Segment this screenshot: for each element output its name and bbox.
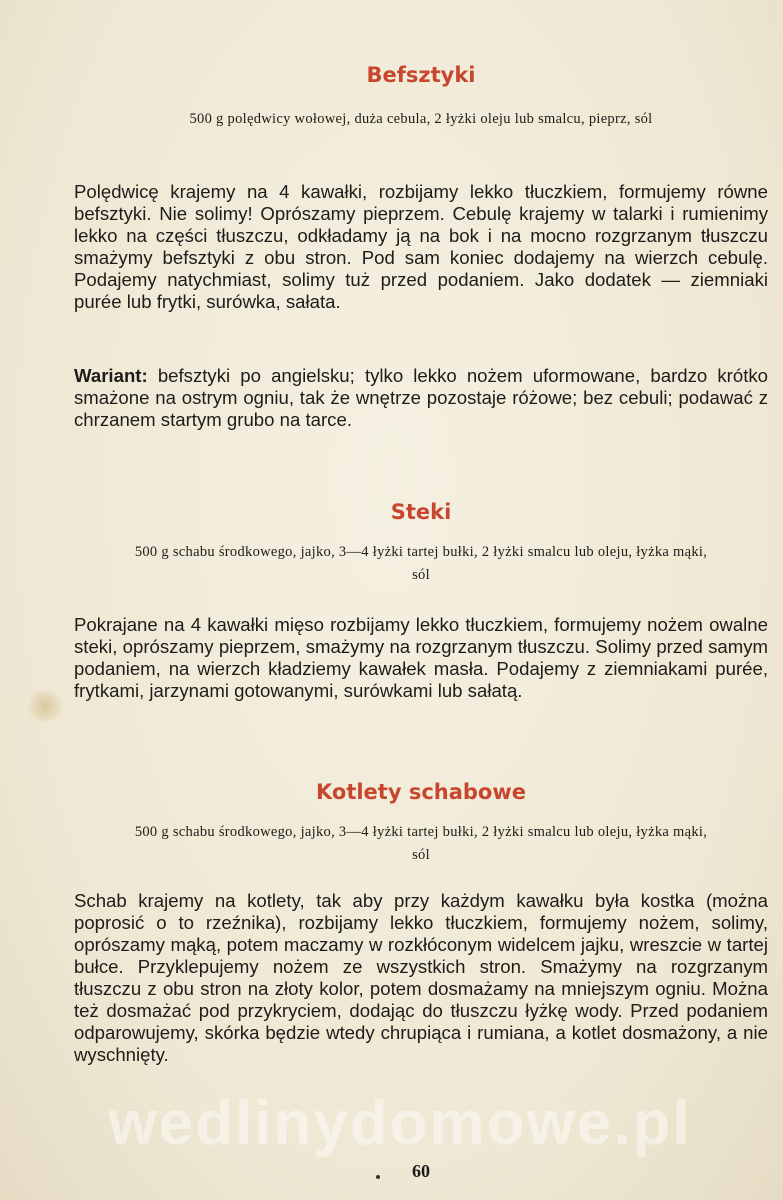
recipe-instructions-befsztyki: Polędwicę krajemy na 4 kawałki, rozbijamy lekko tłuczkiem, formujemy równe befsztyki. Nie solimy! Oprószamy pieprzem. Cebulę krajemy w talarki i rumienimy lekko na części tłuszczu, odkładamy ją na bok i na mocno rozgrzanym tłuszczu smażymy befsztyki z obu stron. Pod sam koniec dodajemy na wierzch cebulę. Podajemy natychmiast, solimy tuż przed podaniem. Jako dodatek — ziemniaki purée lub frytki, surówka, sałata. xyxy=(74,181,768,312)
variant-label: Wariant: xyxy=(74,365,148,386)
page-number: 60 xyxy=(412,1161,430,1181)
book-page xyxy=(74,0,768,1200)
recipe-instructions-kotlety-schabowe: Schab krajemy na kotlety, tak aby przy każdym kawałku była kostka (można poprosić o to rzeźnika), rozbijamy lekko tłuczkiem, formujemy nożem, solimy, oprószamy mąką, potem maczamy w rozkłóconym widelcem jajku, wreszcie w tartej bułce. Przyklepujemy nożem ze wszystkich stron. Smażymy na rozgrzanym tłuszczu z obu stron na złoty kolor, potem dosmażamy na mniejszym ogniu. Można też dosmażać pod przykryciem, dodając do tłuszczu łyżkę wody. Przed podaniem odparowujemy, skórka będzie wtedy chrupiąca i rumiana, a kotlet dosmażony, a nie wyschnięty. xyxy=(74,890,768,1065)
print-dot xyxy=(376,1175,380,1179)
recipe-ingredients-befsztyki: 500 g polędwicy wołowej, duża cebula, 2 łyżki oleju lub smalcu, pieprz, sól xyxy=(189,111,653,127)
recipe-ingredients-steki: 500 g schabu środkowego, jajko, 3—4 łyżki tartej bułki, 2 łyżki smalcu lub oleju, łyżka mąki, sól xyxy=(134,544,708,583)
recipe-title-kotlety-schabowe: Kotlety schabowe xyxy=(315,780,527,804)
paper-stain xyxy=(26,690,64,722)
recipe-variant xyxy=(74,365,768,431)
watermark: wedlinydomowe.pl xyxy=(108,1089,692,1158)
recipe-title-befsztyki: Befsztyki xyxy=(366,63,476,87)
recipe-instructions-steki: Pokrajane na 4 kawałki mięso rozbijamy lekko tłuczkiem, formujemy nożem owalne steki, oprószamy pieprzem, smażymy na rozgrzanym tłuszczu. Solimy przed samym podaniem, na wierzch kładziemy kawałek masła. Podajemy z ziemniakami purée, frytkami, jarzynami gotowanymi, surówkami lub sałatą. xyxy=(74,614,768,701)
variant-text: befsztyki po angielsku; tylko lekko nożem uformowane, bardzo krótko smażone na ostrym ogniu, tak że wnętrze pozostaje różowe; bez cebuli; podawać z chrzanem startym grubo na tarce. xyxy=(74,365,768,430)
recipe-ingredients-kotlety-schabowe: 500 g schabu środkowego, jajko, 3—4 łyżki tartej bułki, 2 łyżki smalcu lub oleju, łyżka mąki, sól xyxy=(134,824,708,863)
recipe-title-steki: Steki xyxy=(390,500,452,524)
